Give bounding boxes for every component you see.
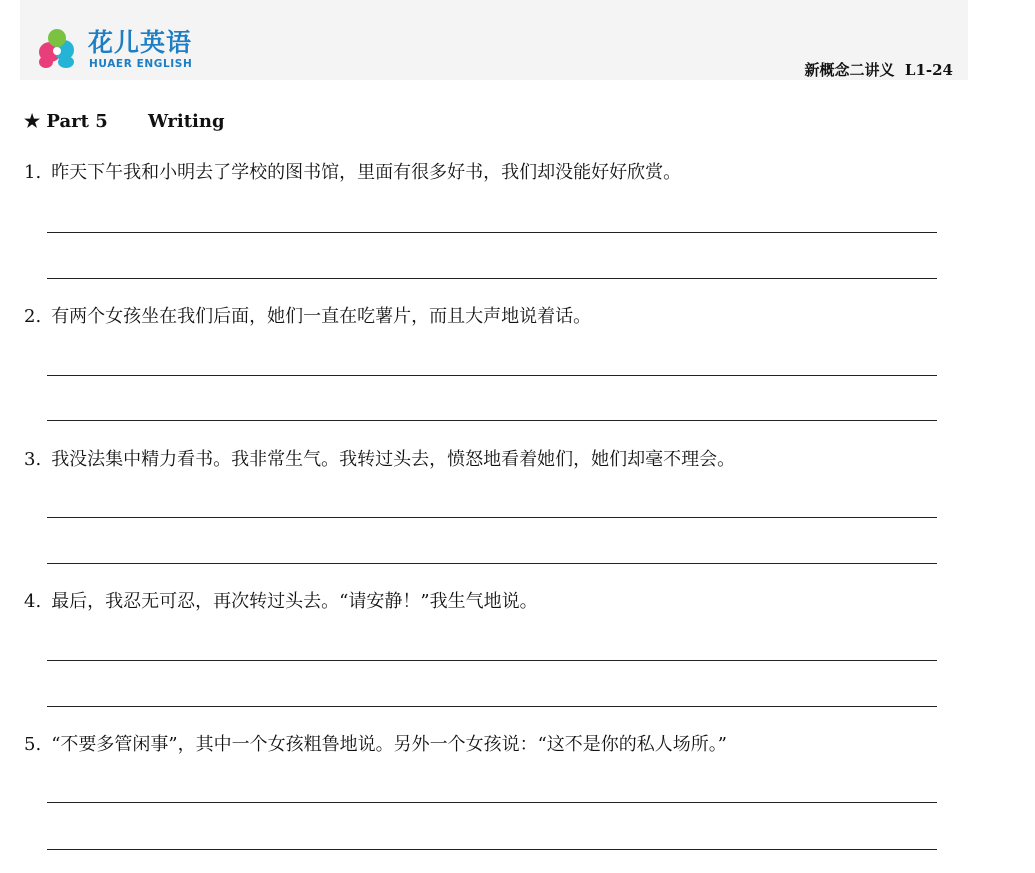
question-text: 昨天下午我和小明去了学校的图书馆，里面有很多好书，我们却没能好好欣赏。 [51, 162, 682, 183]
question-3 [24, 447, 735, 473]
question-text: “不要多管闲事”，其中一个女孩粗鲁地说。另外一个女孩说：“这不是你的私人场所。” [51, 734, 727, 755]
question-1 [24, 160, 681, 186]
course-title: 新概念二讲义 L1-24 [804, 61, 953, 79]
answer-line [47, 232, 937, 233]
star-icon: ★ [24, 111, 41, 132]
answer-line [47, 278, 937, 279]
question-number: 3. [24, 449, 42, 470]
answer-line [47, 420, 937, 421]
answer-line [47, 563, 937, 564]
answer-line [47, 849, 937, 850]
logo-chinese-text: 花儿英语 [88, 28, 193, 57]
answer-line [47, 517, 937, 518]
question-number: 4. [24, 591, 42, 612]
answer-line [47, 706, 937, 707]
question-number: 2. [24, 306, 42, 327]
answer-line [47, 375, 937, 376]
question-text: 最后，我忍无可忍，再次转过头去。“请安静！”我生气地说。 [51, 591, 538, 612]
question-2 [24, 304, 591, 330]
section-heading [24, 111, 225, 132]
question-number: 1. [24, 162, 42, 183]
flower-logo-icon [32, 24, 82, 74]
answer-line [47, 802, 937, 803]
logo-english-text: HUAER ENGLISH [89, 58, 193, 70]
section-part: Part 5 [46, 111, 108, 132]
question-text: 我没法集中精力看书。我非常生气。我转过头去，愤怒地看着她们，她们却毫不理会。 [51, 449, 736, 470]
question-text: 有两个女孩坐在我们后面，她们一直在吃薯片，而且大声地说着话。 [51, 306, 592, 327]
section-title: Writing [148, 111, 225, 132]
question-4 [24, 589, 538, 615]
question-5 [24, 732, 727, 758]
question-number: 5. [24, 734, 42, 755]
answer-line [47, 660, 937, 661]
logo [32, 24, 222, 76]
